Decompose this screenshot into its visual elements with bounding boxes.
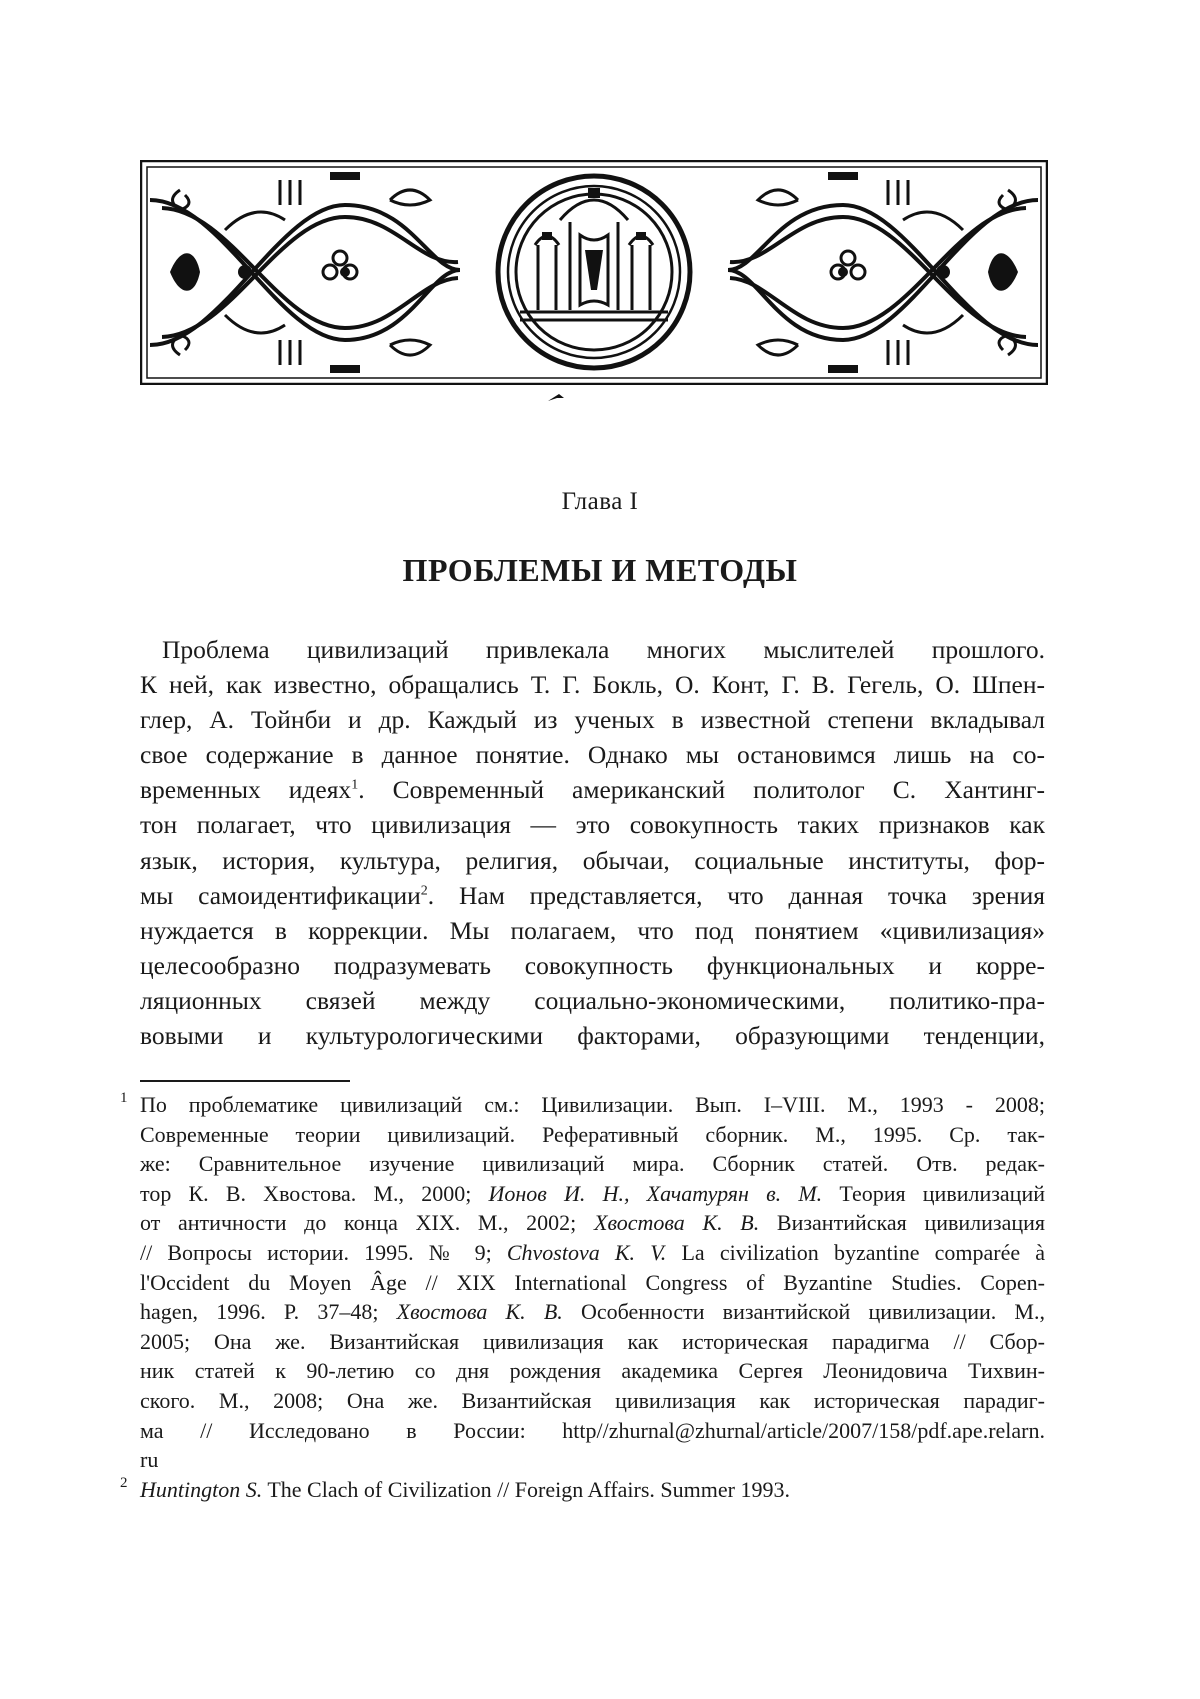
body-line: К ней, как известно, обращались Т. Г. Бокль, О. Конт, Г. В. Гегель, О. Шпен- bbox=[140, 667, 1045, 702]
footnote-1-line bbox=[120, 1297, 1045, 1327]
footnote-1-line: же: Сравнительное изучение цивилизаций мира. Сборник статей. Отв. редак- bbox=[120, 1149, 1045, 1179]
footnote-text: Византийская цивилизация bbox=[777, 1210, 1045, 1235]
body-line bbox=[140, 772, 1045, 807]
body-text-span: . Нам представляется, что данная точка зрения bbox=[428, 881, 1045, 910]
body-line: тон полагает, что цивилизация — это совокупность таких признаков как bbox=[140, 807, 1045, 842]
body-line: свое содержание в данное понятие. Однако мы остановимся лишь на со- bbox=[140, 737, 1045, 772]
footnote-1-line: ма // Исследовано в России: http//zhurnal@zhurnal/article/2007/158/pdf.ape.relarn. bbox=[120, 1416, 1045, 1446]
chapter-label: Глава I bbox=[0, 488, 1200, 516]
footnote-2-line bbox=[120, 1475, 1045, 1505]
footnote-author: Huntington S. bbox=[140, 1477, 262, 1502]
footnote-1-line bbox=[120, 1090, 1045, 1120]
footnote-1-line bbox=[120, 1179, 1045, 1209]
body-line: целесообразно подразумевать совокупность функциональных и корре- bbox=[140, 948, 1045, 983]
footnote-text: La civilization byzantine comparée à bbox=[681, 1240, 1045, 1265]
footnote-1-line: ru bbox=[120, 1445, 1045, 1475]
footnote-text: тор К. В. Хвостова. М., 2000; bbox=[140, 1181, 471, 1206]
chapter-title: ПРОБЛЕМЫ И МЕТОДЫ bbox=[0, 552, 1200, 589]
footnote-1-line bbox=[120, 1208, 1045, 1238]
footnote-text: Теория цивилизаций bbox=[839, 1181, 1045, 1206]
body-line: Проблема цивилизаций привлекала многих мыслителей прошлого. bbox=[140, 632, 1045, 667]
footnote-text: Особенности византийской цивилизации. М., bbox=[581, 1299, 1045, 1324]
body-text-span: временных идеях bbox=[140, 775, 351, 804]
body-line: нуждается в коррекции. Мы полагаем, что под понятием «цивилизация» bbox=[140, 913, 1045, 948]
footnote-text: от античности до конца XIX. М., 2002; bbox=[140, 1210, 576, 1235]
book-page bbox=[0, 0, 1200, 1699]
body-line: глер, А. Тойнби и др. Каждый из ученых в известной степени вкладывал bbox=[140, 702, 1045, 737]
body-text bbox=[140, 632, 1045, 1053]
footnote-author: Хвостова К. В. bbox=[397, 1299, 563, 1324]
footnote-author: Chvostova K. V. bbox=[507, 1240, 666, 1265]
print-mark-icon bbox=[547, 392, 565, 402]
body-line bbox=[140, 878, 1045, 913]
footnote-text: The Clach of Civilization // Foreign Affairs. Summer 1993. bbox=[267, 1477, 790, 1502]
footnote-ref-1[interactable]: 1 bbox=[351, 778, 358, 793]
footnote-author: Хвостова К. В. bbox=[594, 1210, 759, 1235]
footnote-1-line: ского. М., 2008; Она же. Византийская цивилизация как историческая парадиг- bbox=[120, 1386, 1045, 1416]
footnote-number: 2 bbox=[120, 1469, 128, 1499]
body-line: вовыми и культурологическими факторами, образующими тенденции, bbox=[140, 1018, 1045, 1053]
footnote-author: Ионов И. Н., Хачатурян в. М. bbox=[489, 1181, 823, 1206]
footnote-1-line: ник статей к 90-летию со дня рождения академика Сергея Леонидовича Тихвин- bbox=[120, 1356, 1045, 1386]
body-text-span: мы самоидентификации bbox=[140, 881, 421, 910]
footnote-text: hagen, 1996. P. 37–48; bbox=[140, 1299, 378, 1324]
footnote-1-line: l'Occident du Moyen Âge // XIX International Congress of Byzantine Studies. Copen- bbox=[120, 1268, 1045, 1298]
body-line: язык, история, культура, религия, обычаи, социальные институты, фор- bbox=[140, 843, 1045, 878]
body-text-span: . Современный американский политолог С. Хантинг- bbox=[358, 775, 1045, 804]
footnote-text: По проблематике цивилизаций см.: Цивилизации. Вып. I–VIII. М., 1993 - 2008; bbox=[140, 1092, 1045, 1117]
footnote-divider bbox=[140, 1080, 350, 1082]
ornament-header-icon bbox=[140, 160, 1048, 385]
footnote-1-line: Современные теории цивилизаций. Реферативный сборник. М., 1995. Ср. так- bbox=[120, 1120, 1045, 1150]
body-line: ляционных связей между социально-экономическими, политико-пра- bbox=[140, 983, 1045, 1018]
footnote-ref-2[interactable]: 2 bbox=[421, 883, 428, 898]
footnote-1-line: 2005; Она же. Византийская цивилизация как историческая парадигма // Сбор- bbox=[120, 1327, 1045, 1357]
footnote-number: 1 bbox=[120, 1084, 128, 1114]
footnote-1-line bbox=[120, 1238, 1045, 1268]
footnotes bbox=[120, 1090, 1045, 1504]
footnote-text: // Вопросы истории. 1995. № 9; bbox=[140, 1240, 492, 1265]
